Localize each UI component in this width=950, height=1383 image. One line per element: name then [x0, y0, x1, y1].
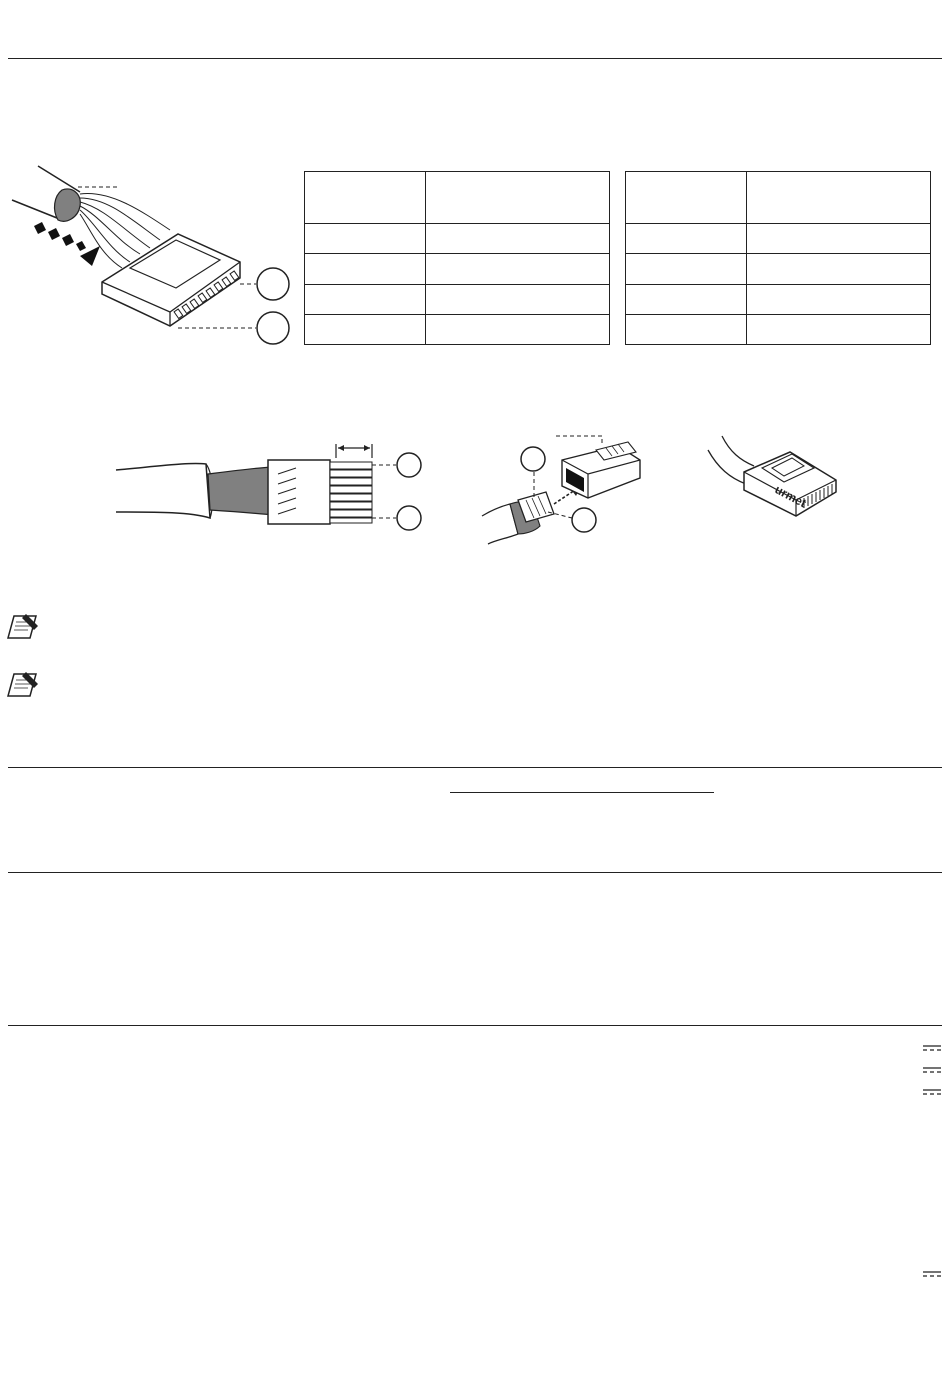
callout-circle-1: [397, 453, 421, 477]
table-right-cell: [747, 314, 931, 344]
callout-circle-2: [257, 312, 289, 344]
callout-circle-1: [257, 268, 289, 300]
wire-trim-figure: [110, 430, 430, 540]
dc-current-symbol-icon: [922, 1088, 942, 1096]
section-rule-3: [8, 872, 942, 873]
table-right-cell: [747, 254, 931, 284]
note-pad-icon: [6, 670, 42, 700]
underline-blank: [450, 792, 714, 793]
table-right-cell: [747, 284, 931, 314]
callout-circle-2: [572, 508, 596, 532]
table-left-cell: [305, 314, 426, 344]
note-pad-icon: [6, 612, 42, 642]
table-right-cell: [626, 254, 747, 284]
table-left-cell: [305, 224, 426, 254]
dc-current-symbol-icon: [922, 1066, 942, 1074]
wiring-table-right: [625, 171, 931, 345]
table-right-cell: [747, 172, 931, 224]
connector-strip-figure: [0, 150, 300, 350]
table-left-cell: [305, 284, 426, 314]
table-left-cell: [426, 254, 610, 284]
table-right-cell: [626, 224, 747, 254]
table-right-cell: [626, 314, 747, 344]
table-right-cell: [747, 224, 931, 254]
dc-current-symbol-icon: [922, 1270, 942, 1278]
wiring-table-left: [304, 171, 610, 345]
dc-current-symbol-icon: [922, 1044, 942, 1052]
table-left-cell: [426, 314, 610, 344]
section-rule-2: [8, 767, 942, 768]
table-left-cell: [305, 254, 426, 284]
table-right-cell: [626, 284, 747, 314]
section-rule-top: [8, 58, 942, 59]
table-right-cell: [626, 172, 747, 224]
table-left-cell: [426, 224, 610, 254]
table-left-cell: [305, 172, 426, 224]
callout-circle-1: [521, 447, 545, 471]
table-left-cell: [426, 284, 610, 314]
finished-plug-figure: [700, 430, 850, 530]
section-rule-4: [8, 1025, 942, 1026]
callout-circle-2: [397, 506, 421, 530]
plug-brand-label: urmet: [772, 482, 809, 511]
table-left-cell: [426, 172, 610, 224]
plug-insert-figure: [478, 430, 648, 550]
